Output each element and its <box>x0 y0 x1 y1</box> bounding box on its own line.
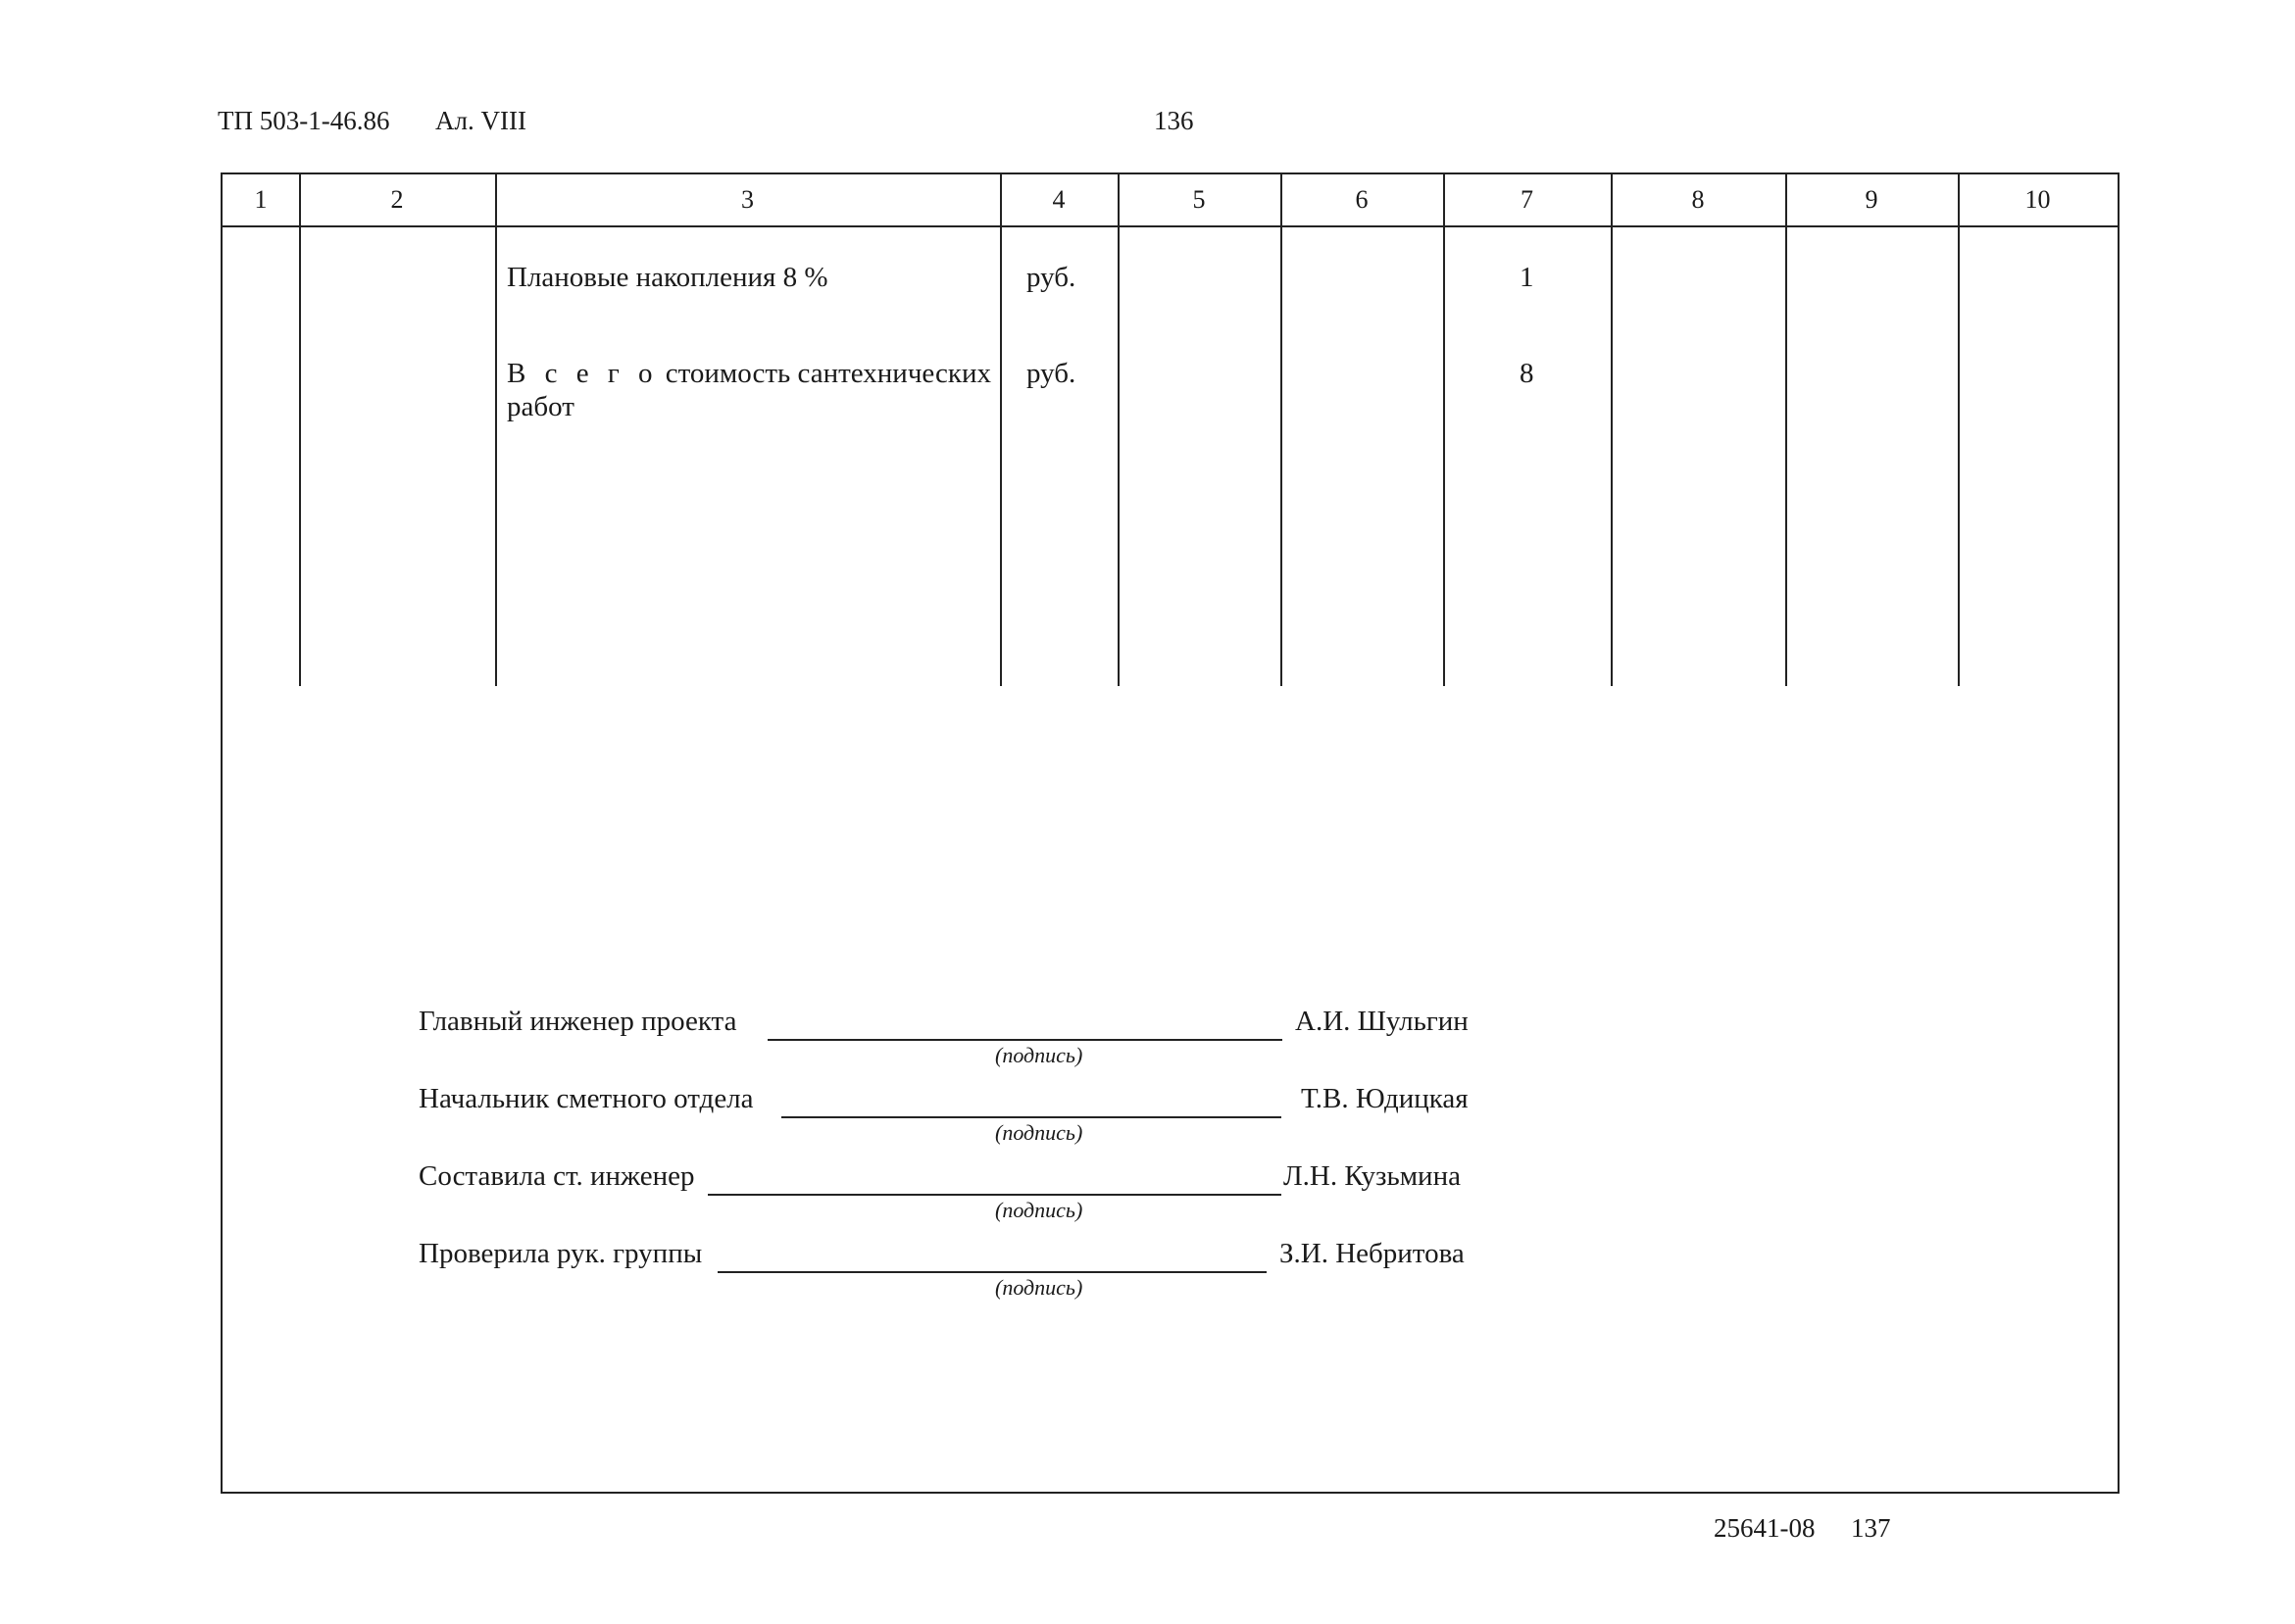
signature-person: Т.В. Юдицкая <box>1301 1083 1469 1114</box>
column-header-1: 1 <box>254 185 268 214</box>
signature-hint: (подпись) <box>995 1043 1083 1067</box>
row-planned-savings-value: 1 <box>1520 262 1534 293</box>
column-divider <box>495 174 497 225</box>
signature-title: Составила ст. инженер <box>419 1160 695 1192</box>
column-divider <box>1443 174 1445 225</box>
column-divider <box>299 174 301 225</box>
column-divider <box>1958 225 1960 686</box>
column-divider <box>1611 174 1613 225</box>
row-total-value: 8 <box>1520 358 1534 389</box>
column-header-2: 2 <box>390 185 404 214</box>
signature-hint: (подпись) <box>995 1275 1083 1300</box>
column-divider <box>1611 225 1613 686</box>
signature-hint: (подпись) <box>995 1198 1083 1222</box>
column-divider <box>1443 225 1445 686</box>
column-divider <box>1000 174 1002 225</box>
column-divider <box>1958 174 1960 225</box>
column-divider <box>1118 225 1120 686</box>
column-header-6: 6 <box>1355 185 1369 214</box>
column-header-9: 9 <box>1865 185 1878 214</box>
column-divider <box>1280 225 1282 686</box>
signature-line <box>781 1116 1281 1118</box>
column-header-10: 10 <box>2024 185 2051 214</box>
column-header-4: 4 <box>1052 185 1066 214</box>
signature-person: Л.Н. Кузьмина <box>1283 1160 1461 1192</box>
column-divider <box>299 225 301 686</box>
signature-line <box>718 1271 1267 1273</box>
column-divider <box>495 225 497 686</box>
column-divider <box>1000 225 1002 686</box>
signature-person: З.И. Небритова <box>1279 1238 1465 1269</box>
sheet-label: Ал. VIII <box>435 106 526 135</box>
signature-line <box>708 1194 1281 1196</box>
column-divider <box>1785 174 1787 225</box>
column-divider <box>1118 174 1120 225</box>
row-planned-savings-name: Плановые накопления 8 % <box>507 262 828 293</box>
column-header-5: 5 <box>1192 185 1206 214</box>
page-number: 136 <box>1154 106 1194 135</box>
signature-title: Начальник сметного отдела <box>419 1083 754 1114</box>
column-header-8: 8 <box>1691 185 1705 214</box>
signature-hint: (подпись) <box>995 1120 1083 1145</box>
signature-title: Проверила рук. группы <box>419 1238 703 1269</box>
row-planned-savings-unit: руб. <box>1026 262 1076 293</box>
signature-line <box>768 1039 1282 1041</box>
signature-title: Главный инженер проекта <box>419 1006 737 1037</box>
row-total-unit: руб. <box>1026 358 1076 389</box>
row-total-label-spaced: В с е г о <box>507 358 659 389</box>
footer-document-code: 25641-08 <box>1714 1513 1816 1543</box>
column-header-7: 7 <box>1521 185 1533 214</box>
document-code: ТП 503-1-46.86 <box>218 106 390 135</box>
row-total-name <box>507 357 997 423</box>
footer-page-number: 137 <box>1851 1513 1891 1543</box>
column-header-3: 3 <box>741 185 754 214</box>
column-header-row <box>223 174 2118 227</box>
signature-person: А.И. Шульгин <box>1295 1006 1469 1037</box>
column-divider <box>1280 174 1282 225</box>
column-divider <box>1785 225 1787 686</box>
estimate-table-frame <box>221 172 2120 1494</box>
row-total-label-rest: стоимость сантехнических работ <box>507 358 991 422</box>
